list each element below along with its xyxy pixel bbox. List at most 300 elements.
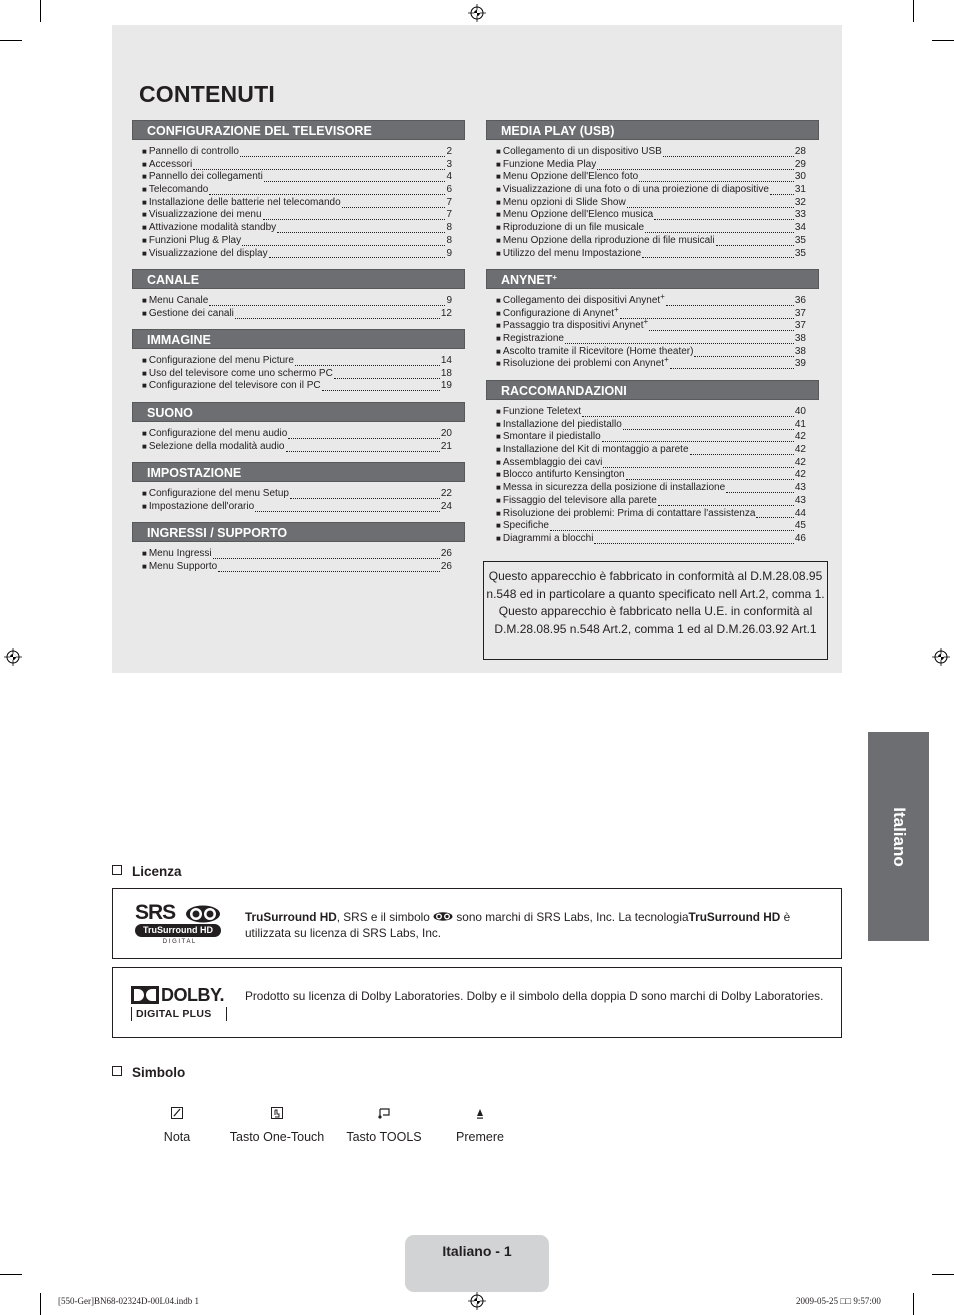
toc-entry[interactable]	[142, 171, 465, 184]
square-bullet-icon: ■	[496, 508, 501, 518]
toc-entry[interactable]	[496, 520, 819, 533]
dot-leader	[209, 296, 445, 306]
toc-entry[interactable]	[142, 248, 465, 261]
symbol-press	[450, 1106, 510, 1144]
toc-entry-label	[149, 488, 289, 501]
square-bullet-icon: ■	[142, 210, 147, 220]
toc-entry-page: 43	[794, 494, 806, 506]
square-bullet-icon: ■	[496, 172, 501, 182]
page-number-tab	[405, 1235, 549, 1292]
srs-logo-sub: D I G I T A L	[162, 939, 196, 945]
toc-entry-text: Configurazione di Anynet	[502, 307, 615, 319]
toc-entry[interactable]	[142, 355, 465, 368]
registration-mark-icon	[468, 4, 486, 22]
dot-leader	[295, 356, 440, 366]
toc-entry-text: Pannello dei collegamenti	[148, 171, 263, 183]
dot-leader	[666, 296, 794, 306]
toc-entry-text: Menu Opzione della riproduzione di file musicali	[502, 234, 715, 246]
toc-entry-page: 28	[794, 146, 806, 157]
toc-list	[486, 146, 819, 260]
toc-entry-label	[149, 184, 208, 197]
toc-entry-label	[503, 406, 581, 419]
toc-entry-label	[503, 508, 756, 521]
crop-mark	[913, 0, 914, 22]
toc-section-heading-label: CONFIGURAZIONE DEL TELEVISORE	[147, 124, 372, 138]
toc-entry-label	[503, 235, 715, 248]
square-bullet-icon: ■	[142, 368, 147, 378]
symbol-label: Tasto TOOLS	[346, 1130, 422, 1144]
one-touch-icon	[270, 1106, 284, 1120]
toc-entry[interactable]	[496, 346, 819, 359]
toc-entry-page: 35	[794, 234, 806, 246]
toc-entry-text: Messa in sicurezza della posizione di installazione	[502, 482, 726, 494]
dot-leader	[649, 321, 794, 331]
toc-entry[interactable]	[142, 146, 465, 159]
dot-leader	[716, 236, 794, 246]
toc-entry-label	[503, 457, 603, 470]
toc-entry-label	[503, 482, 725, 495]
srs-symbol-icon	[185, 905, 221, 923]
toc-entry-label	[503, 171, 638, 184]
toc-entry-label	[503, 146, 662, 159]
toc-section-heading	[132, 462, 465, 482]
toc-entry-text: Collegamento dei dispositivi Anynet	[502, 295, 661, 306]
toc-entry-page: 26	[440, 548, 452, 559]
dot-leader	[288, 429, 440, 439]
dot-leader	[240, 147, 446, 157]
dot-leader	[286, 442, 440, 452]
checkbox-bullet-icon	[112, 1066, 122, 1076]
toc-entry-page: 42	[794, 469, 806, 481]
toc-entry[interactable]	[496, 317, 819, 333]
square-bullet-icon: ■	[142, 159, 147, 169]
superscript-plus: +	[552, 273, 558, 282]
toc-entry-page: 45	[794, 520, 806, 532]
footer-timestamp: 2009-05-25 □□ 9:57:00	[796, 1296, 881, 1306]
toc-section	[132, 329, 465, 393]
toc-entry-label	[149, 548, 212, 561]
square-bullet-icon: ■	[496, 407, 501, 416]
toc-section-heading	[132, 329, 465, 349]
toc-section	[486, 380, 819, 546]
toc-entry-label	[503, 444, 689, 457]
square-bullet-icon: ■	[142, 172, 147, 182]
toc-entry[interactable]	[142, 184, 465, 197]
toc-entry[interactable]	[142, 548, 465, 561]
square-bullet-icon: ■	[142, 223, 147, 233]
toc-entry[interactable]	[496, 355, 819, 371]
srs-logo-text: SRS	[135, 901, 176, 924]
toc-entry[interactable]	[142, 209, 465, 222]
toc-section-heading	[486, 269, 819, 289]
toc-entry[interactable]	[142, 368, 465, 381]
toc-entry-page: 38	[794, 333, 806, 345]
toc-entry-text: Impostazione dell'orario	[148, 500, 255, 512]
dot-leader	[255, 502, 440, 512]
toc-entry-text: Assemblaggio dei cavi	[502, 456, 603, 468]
toc-section-heading-label: MEDIA PLAY (USB)	[501, 124, 615, 138]
toc-entry-page: 37	[794, 307, 806, 319]
toc-entry-label	[149, 380, 321, 393]
symbol-note	[147, 1106, 207, 1144]
toc-entry[interactable]	[496, 508, 819, 521]
toc-entry-label	[149, 295, 208, 308]
toc-entry[interactable]	[142, 561, 465, 574]
toc-section	[132, 462, 465, 513]
toc-section-heading	[132, 269, 465, 289]
crop-mark	[932, 1274, 954, 1275]
symbol-one-touch	[227, 1106, 327, 1144]
toc-entry[interactable]	[496, 304, 819, 321]
toc-entry-page: 46	[794, 532, 806, 544]
toc-entry-text: Menu opzioni di Slide Show	[502, 196, 626, 208]
srs-license-text	[245, 909, 825, 941]
crop-mark	[0, 1274, 22, 1275]
toc-entry-label	[149, 159, 192, 172]
toc-entry[interactable]	[496, 333, 819, 346]
dot-leader	[690, 445, 794, 455]
toc-entry-page: 3	[446, 158, 452, 170]
dot-leader	[277, 223, 445, 233]
toc-entry[interactable]	[496, 209, 819, 222]
dolby-license-box	[112, 967, 842, 1038]
toc-entry-label	[502, 355, 669, 371]
srs-trademark-bold: TruSurround HD	[245, 910, 337, 924]
registration-mark-icon	[932, 648, 950, 666]
toc-entry-text: Pannello di controllo	[148, 146, 239, 157]
toc-list	[132, 295, 465, 320]
square-bullet-icon: ■	[496, 308, 501, 318]
toc-entry[interactable]	[496, 222, 819, 235]
toc-entry-text: Funzioni Plug & Play	[148, 234, 242, 246]
toc-entry-page: 41	[794, 418, 806, 430]
toc-entry[interactable]	[496, 292, 819, 308]
dot-leader	[654, 210, 794, 220]
toc-entry-text: Menu Canale	[148, 295, 209, 306]
square-bullet-icon: ■	[496, 185, 501, 195]
toc-entry[interactable]	[142, 488, 465, 501]
srs-trademark-bold: TruSurround HD	[688, 910, 781, 924]
dot-leader	[594, 534, 793, 544]
toc-section	[486, 269, 819, 371]
srs-inline-symbol-icon	[433, 912, 453, 921]
conformity-notice: Questo apparecchio è fabbricato in conformità al D.M.28.08.95 n.548 ed in particolare a quanto specificato nell Art.2, comma 1. Questo apparecchio è fabbricato nella U.E. in conformità al D.M.28.08.95 n.548 Art.2, comma 1 ed al D.M.26.03.92 Art.1	[483, 561, 828, 660]
toc-entry-page: 6	[446, 184, 452, 196]
toc-entry[interactable]	[142, 380, 465, 393]
toc-entry-label	[149, 308, 234, 321]
dot-leader	[663, 147, 794, 157]
symbols-heading-label: Simbolo	[132, 1065, 186, 1080]
dot-leader	[209, 185, 445, 195]
dot-leader	[218, 562, 440, 572]
toc-entry[interactable]	[142, 441, 465, 454]
square-bullet-icon: ■	[496, 359, 501, 369]
toc-section-heading	[486, 120, 819, 140]
toc-entry-text: Configurazione del menu Setup	[148, 488, 289, 499]
language-tab	[868, 732, 929, 941]
symbol-tools	[344, 1106, 424, 1144]
crop-mark	[913, 1293, 914, 1315]
square-bullet-icon: ■	[496, 210, 501, 220]
dot-leader	[565, 334, 794, 344]
toc-entry-label	[149, 235, 241, 248]
toc-entry[interactable]	[496, 159, 819, 172]
toc-section-heading-label: CANALE	[147, 273, 200, 287]
toc-entry-text: Menu Supporto	[148, 560, 218, 572]
toc-entry-page: 20	[440, 428, 452, 439]
toc-entry-text: Ascolto tramite il Ricevitore (Home theater)	[502, 345, 694, 357]
toc-entry[interactable]	[496, 197, 819, 210]
toc-entry-label	[149, 441, 285, 454]
toc-entry-page: 40	[794, 406, 806, 417]
toc-entry-label	[503, 533, 594, 546]
square-bullet-icon: ■	[496, 470, 501, 480]
square-bullet-icon: ■	[496, 533, 501, 543]
dot-leader	[756, 508, 793, 518]
toc-entry-page: 43	[794, 482, 806, 494]
toc-list	[132, 488, 465, 513]
toc-entry-label	[149, 222, 276, 235]
toc-entry[interactable]	[496, 482, 819, 495]
toc-entry-text: Funzione Media Play	[502, 158, 597, 170]
toc-entry-label	[503, 197, 626, 210]
footer-file-info: [550-Ger]BN68-02324D-00L04.indb 1	[58, 1296, 199, 1306]
dolby-logo-sub: DIGITAL PLUS	[136, 1008, 212, 1020]
toc-entry-label	[503, 520, 549, 533]
dot-leader	[658, 496, 794, 506]
srs-text-part: sono marchi di SRS Labs, Inc. La tecnologia	[453, 910, 689, 924]
square-bullet-icon: ■	[496, 197, 501, 207]
square-bullet-icon: ■	[142, 549, 147, 558]
dolby-logo-rule	[131, 1007, 132, 1021]
dot-leader	[770, 185, 794, 195]
toc-entry-page: 38	[794, 345, 806, 357]
checkbox-bullet-icon	[112, 865, 122, 875]
toc-entry-label	[503, 419, 622, 432]
symbol-label: Premere	[456, 1130, 504, 1144]
toc-entry-page: 37	[794, 320, 806, 332]
toc-entry-page: 14	[440, 355, 452, 366]
dot-leader	[193, 160, 445, 170]
toc-entry[interactable]	[496, 444, 819, 457]
dot-leader	[213, 549, 440, 559]
toc-section-heading-label: IMPOSTAZIONE	[147, 466, 242, 480]
toc-entry-page: 42	[794, 444, 806, 456]
toc-list	[486, 292, 819, 371]
dolby-double-d-icon	[131, 986, 159, 1004]
toc-section-heading	[132, 120, 465, 140]
toc-entry[interactable]	[142, 159, 465, 172]
toc-entry-page: 30	[794, 171, 806, 183]
srs-text-part: è utilizzata su licenza di SRS Labs, Inc.	[245, 910, 791, 940]
toc-entry-text: Risoluzione dei problemi: Prima di contattare l'assistenza	[502, 507, 756, 519]
toc-entry-label	[149, 428, 287, 441]
toc-entry-text: Fissaggio del televisore alla parete	[502, 494, 657, 506]
toc-entry-label	[503, 184, 769, 197]
square-bullet-icon: ■	[496, 235, 501, 245]
toc-entry[interactable]	[496, 171, 819, 184]
symbol-label: Tasto One-Touch	[229, 1130, 325, 1144]
toc-entry-text: Accessori	[148, 158, 193, 170]
toc-entry-label	[149, 197, 341, 210]
toc-section-heading-label: IMMAGINE	[147, 333, 211, 347]
superscript-plus: +	[660, 292, 665, 301]
toc-entry-text: Uso del televisore come uno schermo PC	[148, 367, 333, 379]
toc-list	[132, 355, 465, 393]
toc-entry-text: Diagrammi a blocchi	[502, 532, 594, 544]
srs-text-part: , SRS e il simbolo	[336, 910, 434, 924]
toc-entry-text: Configurazione del menu Picture	[148, 355, 294, 366]
square-bullet-icon: ■	[496, 296, 501, 305]
toc-list	[132, 548, 465, 573]
dot-leader	[334, 369, 440, 379]
square-bullet-icon: ■	[142, 356, 147, 365]
toc-entry-text: Visualizzazione dei menu	[148, 209, 262, 221]
toc-entry[interactable]	[496, 533, 819, 546]
dot-leader	[627, 198, 794, 208]
dot-leader	[290, 489, 440, 499]
toc-section-heading	[486, 380, 819, 400]
toc-section-heading	[132, 402, 465, 422]
toc-entry-page: 29	[794, 158, 806, 170]
square-bullet-icon: ■	[142, 296, 147, 305]
square-bullet-icon: ■	[142, 561, 147, 571]
superscript-plus: +	[643, 317, 649, 327]
dot-leader	[602, 432, 794, 442]
toc-entry[interactable]	[142, 308, 465, 321]
toc-entry[interactable]	[142, 197, 465, 210]
crop-mark	[932, 40, 954, 41]
toc-entry[interactable]	[496, 235, 819, 248]
press-icon	[473, 1106, 487, 1120]
superscript-plus: +	[614, 304, 619, 314]
square-bullet-icon: ■	[142, 441, 147, 451]
toc-entry[interactable]	[496, 431, 819, 444]
toc-entry-page: 21	[440, 440, 452, 452]
symbol-label: Nota	[163, 1130, 191, 1144]
toc-entry-page: 34	[794, 222, 806, 234]
toc-entry-page: 33	[794, 209, 806, 221]
toc-entry[interactable]	[496, 146, 819, 159]
toc-entry[interactable]	[496, 406, 819, 419]
toc-entry-text: Menu Opzione dell'Elenco musica	[502, 209, 654, 221]
toc-section	[132, 402, 465, 453]
toc-section-heading-label: ANYNET	[501, 273, 553, 287]
square-bullet-icon: ■	[142, 308, 147, 318]
registration-mark-icon	[468, 1292, 486, 1310]
toc-entry[interactable]	[142, 235, 465, 248]
toc-entry[interactable]	[496, 469, 819, 482]
toc-entry-label	[503, 431, 601, 444]
toc-entry-text: Installazione del Kit di montaggio a parete	[502, 444, 689, 456]
square-bullet-icon: ■	[142, 185, 147, 195]
toc-entry[interactable]	[142, 428, 465, 441]
toc-entry-text: Configurazione del televisore con il PC	[148, 380, 321, 392]
toc-entry-text: Smontare il piedistallo	[502, 431, 601, 443]
toc-entry-text: Utilizzo del menu Impostazione	[502, 247, 642, 259]
toc-entry-page: 42	[794, 431, 806, 443]
dot-leader	[582, 407, 794, 417]
srs-license-box	[112, 888, 842, 959]
toc-entry-page: 12	[440, 307, 452, 319]
dot-leader	[597, 160, 794, 170]
toc-entry-page: 32	[794, 196, 806, 208]
toc-entry[interactable]	[496, 419, 819, 432]
toc-entry-label	[502, 292, 665, 308]
toc-section	[132, 269, 465, 320]
dot-leader	[550, 521, 794, 531]
toc-entry-text: Gestione dei canali	[148, 307, 234, 319]
dolby-logo	[131, 986, 231, 1022]
dot-leader	[670, 359, 794, 369]
square-bullet-icon: ■	[496, 521, 501, 531]
toc-entry-page: 36	[794, 295, 806, 306]
toc-entry-label	[503, 222, 644, 235]
square-bullet-icon: ■	[142, 501, 147, 511]
toc-entry-page: 24	[440, 500, 452, 512]
toc-entry[interactable]	[496, 495, 819, 508]
square-bullet-icon: ■	[142, 147, 147, 156]
toc-entry-label	[149, 561, 217, 574]
toc-entry-text: Collegamento di un dispositivo USB	[502, 146, 662, 157]
dot-leader	[726, 483, 794, 493]
toc-entry-text: Attivazione modalità standby	[148, 222, 277, 234]
toc-entry[interactable]	[496, 457, 819, 470]
dolby-logo-text: DOLBY.	[161, 985, 225, 1005]
toc-section	[132, 522, 465, 573]
dolby-logo-rule	[226, 1007, 227, 1021]
dot-leader	[603, 458, 794, 468]
square-bullet-icon: ■	[496, 159, 501, 169]
page-number: Italiano - 1	[442, 1243, 512, 1259]
toc-section-heading-label: RACCOMANDAZIONI	[501, 384, 627, 398]
dot-leader	[263, 210, 446, 220]
toc-entry-page: 8	[446, 234, 452, 246]
toc-entry-text: Funzione Teletext	[502, 406, 582, 417]
toc-list	[486, 406, 819, 546]
toc-entry-text: Passaggio tra dispositivi Anynet	[502, 320, 644, 332]
square-bullet-icon: ■	[496, 495, 501, 505]
dot-leader	[235, 309, 440, 319]
superscript-plus: +	[664, 355, 669, 365]
toc-entry-label	[149, 209, 262, 222]
toc-entry-text: Registrazione	[502, 333, 564, 345]
toc-entry[interactable]	[142, 295, 465, 308]
registration-mark-icon	[4, 648, 22, 666]
square-bullet-icon: ■	[496, 334, 501, 344]
toc-entry-text: Blocco antifurto Kensington	[502, 469, 625, 481]
square-bullet-icon: ■	[496, 483, 501, 493]
square-bullet-icon: ■	[496, 248, 501, 258]
toc-entry[interactable]	[496, 248, 819, 261]
square-bullet-icon: ■	[496, 419, 501, 429]
toc-entry-page: 44	[794, 507, 806, 519]
toc-entry-page: 19	[440, 380, 452, 392]
dot-leader	[639, 172, 794, 182]
toc-entry-text: Menu Ingressi	[148, 548, 212, 559]
toc-entry[interactable]	[142, 501, 465, 514]
toc-entry-label	[149, 368, 333, 381]
square-bullet-icon: ■	[496, 432, 501, 442]
note-icon	[170, 1106, 184, 1120]
toc-entry-text: Specifiche	[502, 520, 549, 532]
toc-entry-label	[503, 333, 564, 346]
toc-entry[interactable]	[142, 222, 465, 235]
toc-entry-text: Visualizzazione di una foto o di una proiezione di diapositive	[502, 184, 769, 196]
toc-entry-page: 9	[446, 247, 452, 259]
toc-entry-text: Riproduzione di un file musicale	[502, 222, 645, 234]
toc-entry[interactable]	[496, 184, 819, 197]
